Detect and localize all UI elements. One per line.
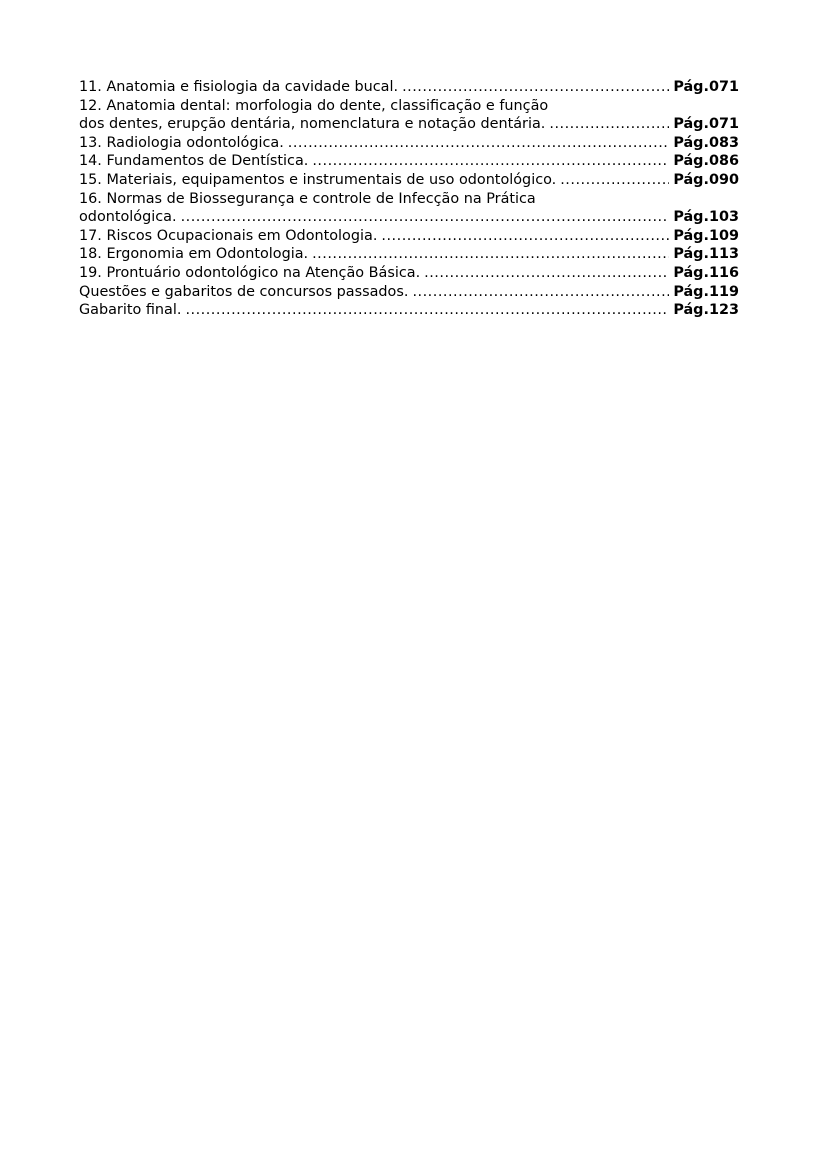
toc-entry-row xyxy=(79,134,739,153)
toc-entry-title: 18. Ergonomia em Odontologia. xyxy=(79,246,309,263)
toc-entry-title: dos dentes, erupção dentária, nomenclatura e notação dentária. xyxy=(79,116,546,133)
toc-entry-title: Gabarito final. xyxy=(79,302,182,319)
dot-leader xyxy=(181,208,670,227)
toc-entry-row xyxy=(79,152,739,171)
toc-entry-row xyxy=(79,171,739,190)
toc-page-number: Pág.090 xyxy=(673,171,739,188)
toc-entry xyxy=(79,171,739,190)
toc-entry-row xyxy=(79,301,739,320)
dot-leader xyxy=(560,171,669,190)
toc-page-number: Pág.071 xyxy=(673,79,739,95)
toc-entry-title: odontológica. xyxy=(79,209,177,226)
toc-entry-row xyxy=(79,245,739,264)
toc-entry-title: 15. Materiais, equipamentos e instrumentais de uso odontológico. xyxy=(79,171,557,188)
toc-page-number: Pág.113 xyxy=(673,246,739,263)
toc-page-number: Pág.123 xyxy=(673,302,739,319)
toc-entry xyxy=(79,190,739,227)
toc-entry-title-line: 12. Anatomia dental: morfologia do dente, classificação e função xyxy=(79,97,549,114)
toc-entry-row xyxy=(79,208,739,227)
toc-entry xyxy=(79,78,739,97)
toc-page-number: Pág.109 xyxy=(673,227,739,244)
toc-entry-row xyxy=(79,115,739,134)
dot-leader xyxy=(381,227,669,246)
toc-entry-title: 13. Radiologia odontológica. xyxy=(79,134,284,151)
dot-leader xyxy=(549,115,669,134)
toc-page-number: Pág.103 xyxy=(673,209,739,226)
dot-leader xyxy=(185,301,669,320)
toc-entry xyxy=(79,97,739,134)
toc-page-number: Pág.083 xyxy=(673,134,739,151)
toc-entry xyxy=(79,134,739,153)
dot-leader xyxy=(312,152,669,171)
dot-leader xyxy=(402,78,669,97)
toc-page-number: Pág.086 xyxy=(673,153,739,170)
toc-page-number: Pág.116 xyxy=(673,264,739,281)
toc-entry-title: Questões e gabaritos de concursos passados. xyxy=(79,283,409,300)
toc-entry-title: 17. Riscos Ocupacionais em Odontologia. xyxy=(79,227,378,244)
toc-entry-title: 14. Fundamentos de Dentística. xyxy=(79,153,309,170)
dot-leader xyxy=(288,134,670,153)
toc-entry-row xyxy=(79,78,739,97)
toc-page-number: Pág.119 xyxy=(673,283,739,300)
toc-entry xyxy=(79,245,739,264)
toc-entry-row xyxy=(79,283,739,302)
toc-entry xyxy=(79,301,739,320)
toc-entry xyxy=(79,283,739,302)
toc-entry xyxy=(79,152,739,171)
toc-entry-title: 11. Anatomia e fisiologia da cavidade bucal. xyxy=(79,79,399,95)
toc-entry-title: 19. Prontuário odontológico na Atenção Básica. xyxy=(79,264,421,281)
dot-leader xyxy=(424,264,669,283)
toc-entry-title-line: 16. Normas de Biossegurança e controle de Infecção na Prática xyxy=(79,190,536,207)
dot-leader xyxy=(312,245,669,264)
toc-entry xyxy=(79,264,739,283)
dot-leader xyxy=(412,283,669,302)
toc-entry xyxy=(79,227,739,246)
table-of-contents xyxy=(79,78,739,320)
toc-entry-row xyxy=(79,227,739,246)
toc-page-number: Pág.071 xyxy=(673,116,739,133)
toc-entry-row xyxy=(79,264,739,283)
